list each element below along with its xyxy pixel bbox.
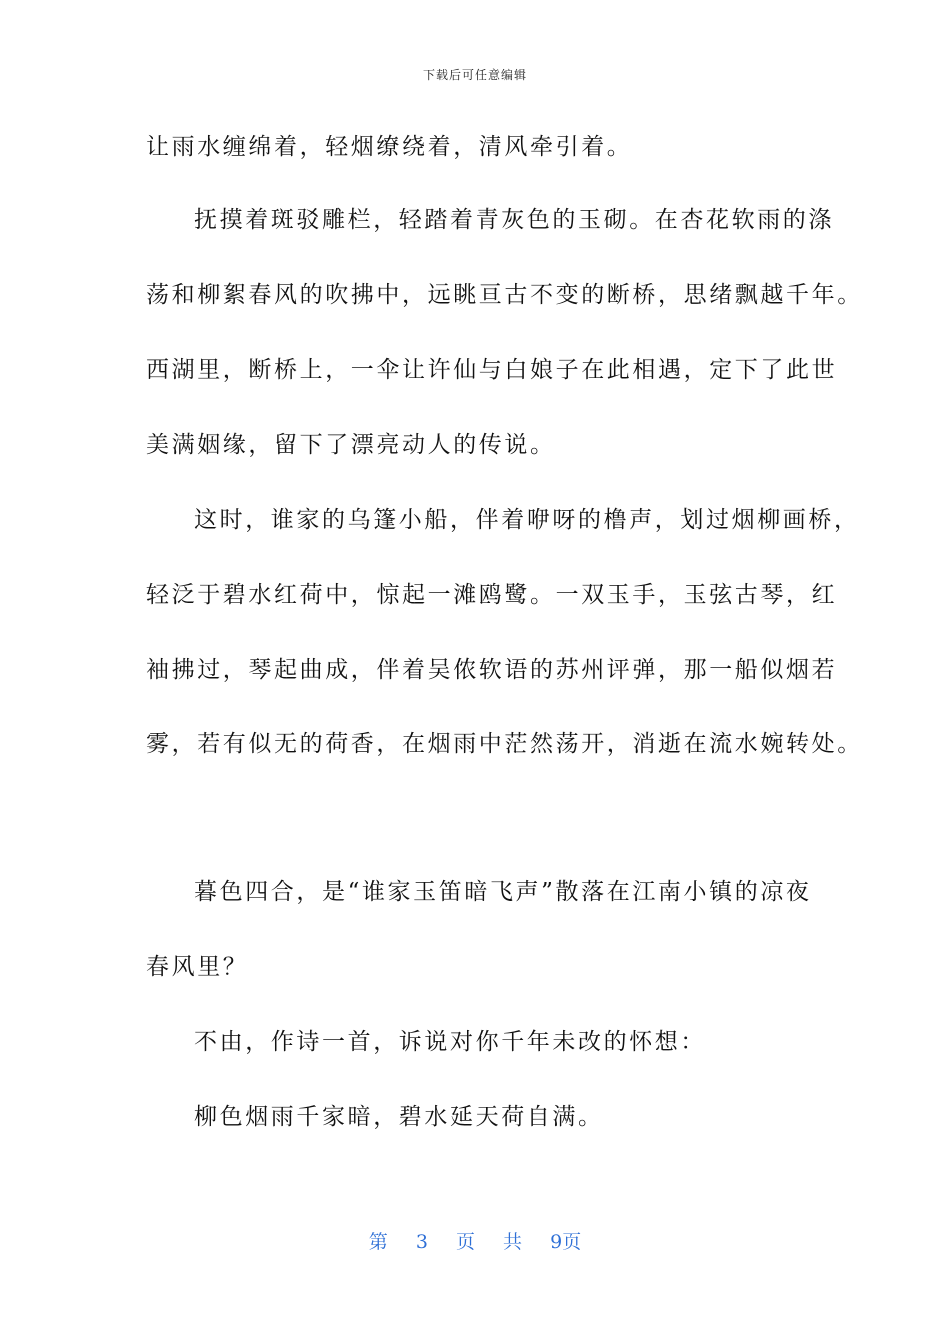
page-header-note: 下载后可任意编辑 xyxy=(422,68,527,82)
text-line-6: 这时，谁家的乌篷小船，伴着咿呀的橹声，划过烟柳画桥， xyxy=(194,507,860,533)
text-line-3: 荡和柳絮春风的吹拂中，远眺亘古不变的断桥，思绪飘越千年。 xyxy=(146,282,863,308)
page-footer xyxy=(0,1227,950,1254)
text-line-13: 柳色烟雨千家暗，碧水延天荷自满。 xyxy=(194,1104,604,1130)
text-line-12: 不由，作诗一首，诉说对你千年未改的怀想： xyxy=(194,1029,706,1055)
text-line-8: 袖拂过，琴起曲成，伴着吴侬软语的苏州评弹，那一船似烟若 xyxy=(146,657,838,683)
text-line-4: 西湖里，断桥上，一伞让许仙与白娘子在此相遇，定下了此世 xyxy=(146,357,838,383)
footer-page-label: 页 xyxy=(455,1231,475,1253)
footer-total-pages: 9页 xyxy=(550,1231,582,1253)
text-line-7: 轻泛于碧水红荷中，惊起一滩鸥鹭。一双玉手，玉弦古琴，红 xyxy=(146,582,838,608)
text-line-10: 暮色四合，是“谁家玉笛暗飞声”散落在江南小镇的凉夜 xyxy=(194,879,812,905)
footer-total-prefix: 共 xyxy=(503,1231,523,1253)
footer-current-page: 3 xyxy=(415,1231,428,1253)
footer-prefix: 第 xyxy=(368,1231,388,1253)
text-line-11: 春风里？ xyxy=(146,954,249,980)
text-line-1: 让雨水缠绵着，轻烟缭绕着，清风牵引着。 xyxy=(146,134,633,160)
text-line-2: 抚摸着斑驳雕栏，轻踏着青灰色的玉砌。在杏花软雨的涤 xyxy=(194,207,834,233)
text-line-5: 美满姻缘，留下了漂亮动人的传说。 xyxy=(146,432,556,458)
text-line-9: 雾，若有似无的荷香，在烟雨中茫然荡开，消逝在流水婉转处。 xyxy=(146,731,863,757)
